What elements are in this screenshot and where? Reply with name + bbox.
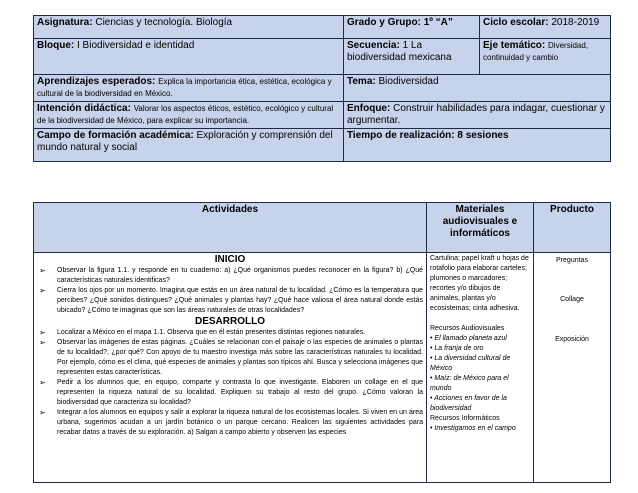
recurso-item: • El llamado planeta azul	[430, 335, 507, 342]
list-item: ➢ Observar la figura 1.1. y responde en tu cuaderno: a) ¿Qué organismos puedes reconocer en la figura? b) ¿Qué características naturales identificas?	[39, 266, 423, 284]
producto-header: Producto	[534, 203, 611, 253]
grado-cell	[344, 16, 480, 39]
list-item: ➢ Integrar a los alumnos en equipos y salir a explorar la riqueza natural de los ecosistemas locales. Si viven en un área urbana, sugerimos acudan a un jardín botánico o un parque cercano. Realicen las siguientes actividades para recabar datos a través de su exploración. a) Salgan a campo abierto y observen las especies	[39, 408, 423, 436]
producto-item: Collage	[560, 296, 584, 303]
campo-label: Campo de formación académica:	[37, 130, 194, 141]
aprendizajes-value: Explica la importancia ética, estética, ecológica y cultural de la biodiversidad en México.	[37, 77, 332, 98]
intencion-value: Valorar los aspectos éticos, estético, ecológico y cultural de la biodiversidad de México, para explicar su importancia.	[37, 104, 334, 125]
asignatura-cell	[34, 16, 344, 39]
header-table	[33, 15, 611, 162]
producto-item: Exposición	[555, 336, 589, 343]
secuencia-value: 1 La biodiversidad mexicana	[347, 40, 452, 63]
arrow-bullet-icon: ➢	[39, 338, 46, 347]
list-item: ➢ Localizar a México en el mapa 1.1. Observa que en él están presentes distintas regiones naturales.	[39, 328, 366, 337]
campo-cell	[34, 129, 344, 162]
intencion-label: Intención didáctica:	[37, 103, 131, 114]
grado-label: Grado y Grupo:	[347, 17, 421, 28]
bloque-value: I Biodiversidad e identidad	[77, 40, 195, 51]
producto-item: Preguntas	[556, 257, 588, 264]
arrow-bullet-icon: ➢	[39, 378, 46, 387]
recurso-item: • Maíz: de México para el mundo	[430, 375, 509, 392]
actividades-cell	[34, 253, 427, 483]
inicio-title: INICIO	[214, 254, 246, 265]
eje-cell	[480, 39, 611, 75]
recurso-item: • Investigamos en el campo	[430, 425, 516, 432]
bloque-cell	[34, 39, 344, 75]
list-item: ➢ Pedir a los alumnos que, en equipo, comparte y contrasta lo que investigaste. Elaboren un collage en el que representen la riqueza natural de su localidad. Expliquen su trabajo al resto del grupo. ¿Cómo valoran la biodiversidad que caracteriza su localidad?	[39, 378, 423, 406]
asignatura-label: Asignatura:	[37, 17, 93, 28]
recurso-item: • La franja de oro	[430, 345, 484, 352]
campo-value: Exploración y comprensión del mundo natural y social	[37, 130, 333, 153]
recursos-info-title: Recursos Informáticos	[430, 415, 500, 422]
intencion-cell	[34, 102, 344, 129]
materiales-header: Materiales audiovisuales e informáticos	[427, 203, 534, 253]
secuencia-label: Secuencia:	[347, 40, 400, 51]
grado-value: 1º “A”	[423, 17, 453, 28]
aprendizajes-cell	[34, 75, 344, 102]
ciclo-value: 2018-2019	[551, 17, 600, 28]
asignatura-value: Ciencias y tecnología. Biología	[95, 17, 233, 28]
arrow-bullet-icon: ➢	[39, 408, 46, 417]
tiempo-cell	[344, 129, 611, 162]
tiempo-value: 8 sesiones	[457, 130, 509, 141]
recurso-item: • La diversidad cultural de México	[430, 355, 511, 372]
materiales-cell	[427, 253, 534, 483]
producto-cell	[534, 253, 611, 483]
enfoque-cell	[344, 102, 611, 129]
eje-value: Diversidad, continuidad y cambio	[483, 41, 589, 62]
eje-label: Eje temático:	[483, 40, 546, 51]
secuencia-cell	[344, 39, 480, 75]
actividades-header: Actividades	[34, 203, 427, 253]
materiales-text: Cartulina; papel kraft u hojas de rotafolio para elaborar carteles; plumones o marcadores; recortes y/o dibujos de animales, plantas y/o ecosistemas; cinta adhesiva.	[430, 255, 529, 312]
ciclo-cell	[480, 16, 611, 39]
recurso-item: • Acciones en favor de la biodiversidad	[430, 395, 507, 412]
desarrollo-list	[37, 328, 423, 438]
inicio-list	[37, 266, 423, 316]
enfoque-label: Enfoque:	[347, 103, 391, 114]
list-item: ➢ Observar las imágenes de estas páginas. ¿Cuáles se relacionan con el paisaje o las especies de animales o plantas de tu localidad?, ¿por qué? Con apoyo de tu maestro investiga más sobre las características naturales tu localidad. Por ejemplo, cómo es el clima, qué especies de animales y plantas son típicos ahí. Busca y selecciona imágenes que representen estas características.	[39, 338, 423, 376]
enfoque-value: Construir habilidades para indagar, cuestionar y argumentar.	[347, 103, 605, 126]
list-item: ➢ Cierra los ojos por un momento. Imagina que estás en un área natural de tu localidad. ¿Cómo es la temperatura que percibes? ¿Qué sonidos distingues? ¿Qué animales y plantas hay? ¿Qué hace valiosa el área natural donde estás ubicado? ¿Cómo te imaginas que son las áreas naturales de otras localidades?	[39, 286, 423, 314]
activities-table	[33, 202, 611, 483]
tema-cell	[344, 75, 611, 102]
arrow-bullet-icon: ➢	[39, 266, 46, 275]
tema-value: Biodiversidad	[378, 76, 439, 87]
arrow-bullet-icon: ➢	[39, 286, 46, 295]
arrow-bullet-icon: ➢	[39, 328, 46, 337]
desarrollo-title: DESARROLLO	[195, 316, 265, 327]
aprendizajes-label: Aprendizajes esperados:	[37, 76, 156, 87]
tiempo-label: Tiempo de realización:	[347, 130, 455, 141]
ciclo-label: Ciclo escolar:	[483, 17, 549, 28]
bloque-label: Bloque:	[37, 40, 75, 51]
recursos-audio-title: Recursos Audiovisuales	[430, 325, 505, 332]
tema-label: Tema:	[347, 76, 376, 87]
